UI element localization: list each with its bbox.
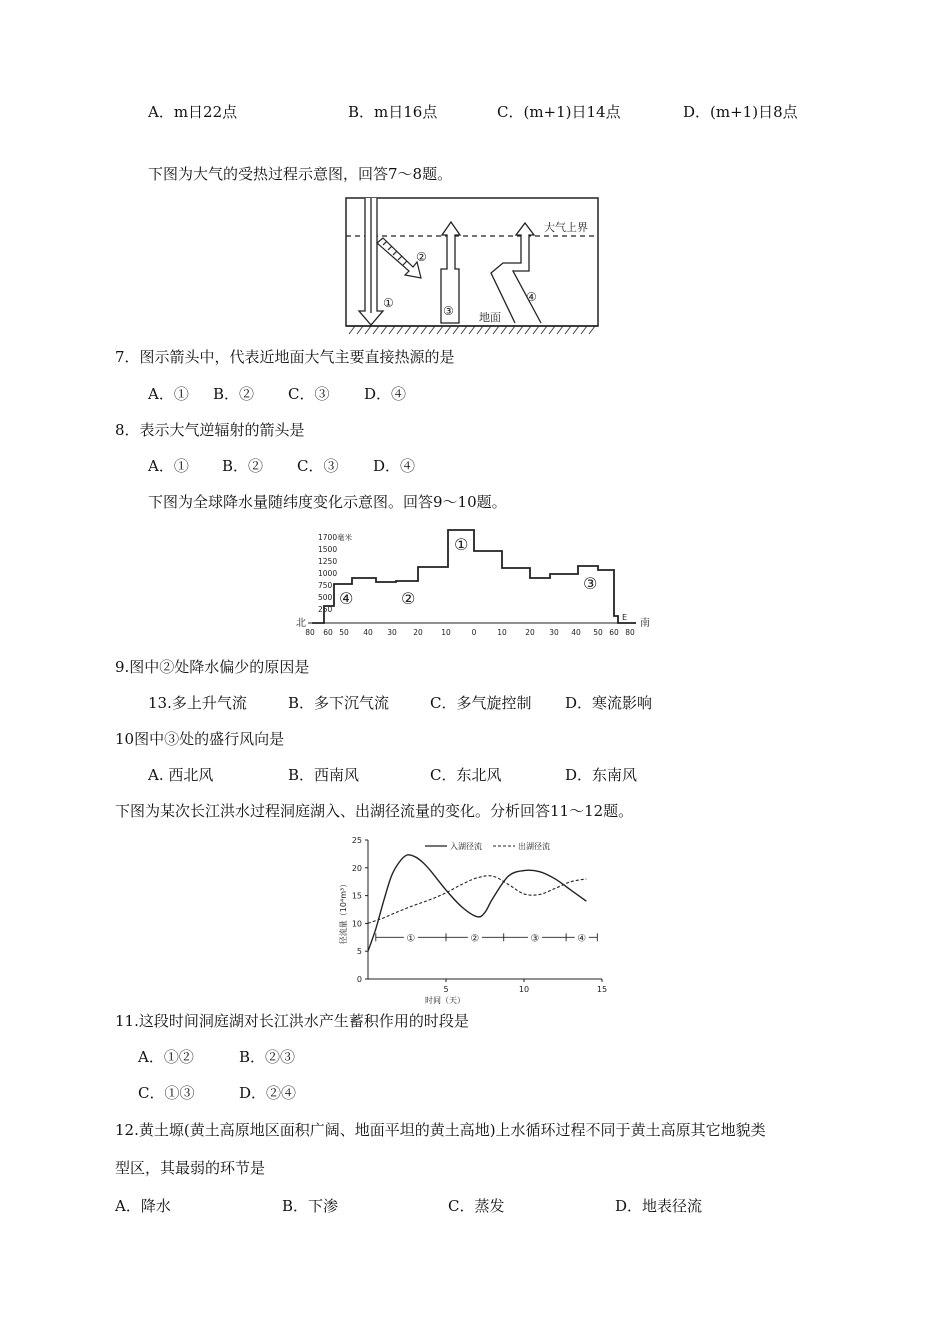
q11-option-c: C．①③ xyxy=(138,1084,195,1102)
y-tick-label: 20 xyxy=(351,863,362,873)
q8-option-c: C．③ xyxy=(297,457,339,475)
q8-option-d: D．④ xyxy=(373,457,416,475)
svg-text:20: 20 xyxy=(413,628,423,637)
label-2: ② xyxy=(416,250,427,264)
q6-option-d: D．(m+1)日8点 xyxy=(683,103,798,121)
atmosphere-heating-diagram xyxy=(343,195,601,341)
q9-option-c: C．多气旋控制 xyxy=(430,694,532,712)
q12-stem-line1: 12.黄土塬(黄土高原地区面积广阔、地面平坦的黄土高地)上水循环过程不同于黄土高原其它地貌类 xyxy=(115,1121,766,1139)
q11-option-a: A．①② xyxy=(138,1048,194,1066)
period-label: ② xyxy=(470,933,480,945)
svg-text:40: 40 xyxy=(571,628,581,637)
svg-text:250: 250 xyxy=(318,605,333,614)
q12-stem-line2: 型区，其最弱的环节是 xyxy=(115,1159,266,1177)
x-axis-label: 时间（天） xyxy=(425,996,465,1005)
precipitation-latitude-chart xyxy=(296,526,662,638)
q6-option-a: A．m日22点 xyxy=(148,103,238,121)
arrow-2-reflection xyxy=(377,238,421,278)
svg-text:750: 750 xyxy=(318,581,333,590)
legend-outflow: 出湖径流 xyxy=(518,842,550,851)
label-3: ③ xyxy=(443,304,454,318)
e-label: E xyxy=(622,613,628,622)
svg-text:1000: 1000 xyxy=(318,569,338,578)
y-tick-label: 5 xyxy=(356,947,362,957)
label-4: ④ xyxy=(526,290,537,304)
marker-2: ② xyxy=(401,589,416,608)
svg-text:40: 40 xyxy=(363,628,373,637)
intro-9-10: 下图为全球降水量随纬度变化示意图。回答9～10题。 xyxy=(148,493,507,511)
q10-option-d: D．东南风 xyxy=(565,766,638,784)
marker-1: ① xyxy=(454,535,469,554)
q12-option-a: A．降水 xyxy=(115,1197,171,1215)
q8-option-b: B．② xyxy=(222,457,264,475)
q11-stem: 11.这段时间洞庭湖对长江洪水产生蓄积作用的时段是 xyxy=(115,1012,469,1030)
q6-option-b: B．m日16点 xyxy=(348,103,438,121)
q7-stem: 7．图示箭头中，代表近地面大气主要直接热源的是 xyxy=(115,348,455,366)
svg-text:0: 0 xyxy=(471,628,477,637)
marker-3: ③ xyxy=(583,574,598,593)
svg-text:30: 30 xyxy=(387,628,397,637)
period-label: ① xyxy=(406,933,416,945)
q8-option-a: A．① xyxy=(148,457,189,475)
svg-text:10: 10 xyxy=(497,628,507,637)
x-tick-label: 15 xyxy=(596,985,608,994)
q6-option-c: C．(m+1)日14点 xyxy=(497,103,621,121)
svg-text:60: 60 xyxy=(323,628,333,637)
y-axis-label: 径流量（10⁴m³） xyxy=(339,879,348,945)
period-label: ③ xyxy=(530,933,540,945)
svg-text:20: 20 xyxy=(525,628,535,637)
svg-text:30: 30 xyxy=(549,628,559,637)
q8-stem: 8．表示大气逆辐射的箭头是 xyxy=(115,421,305,439)
q9-option-a: 13.多上升气流 xyxy=(148,694,247,712)
y-tick-label: 25 xyxy=(351,836,362,845)
svg-text:50: 50 xyxy=(339,628,349,637)
period-label: ④ xyxy=(577,933,587,945)
x-tick-label: 10 xyxy=(518,985,530,994)
q7-option-d: D．④ xyxy=(364,385,407,403)
y-tick-label: 10 xyxy=(351,919,362,929)
q10-stem: 10图中③处的盛行风向是 xyxy=(115,730,285,748)
q10-option-b: B．西南风 xyxy=(288,766,360,784)
svg-text:500: 500 xyxy=(318,593,333,602)
svg-text:10: 10 xyxy=(441,628,451,637)
q10-option-a: A. 西北风 xyxy=(148,766,214,784)
q12-option-c: C．蒸发 xyxy=(448,1197,505,1215)
svg-text:1250: 1250 xyxy=(318,557,338,566)
q9-option-b: B．多下沉气流 xyxy=(288,694,390,712)
q12-option-d: D．地表径流 xyxy=(615,1197,703,1215)
svg-text:60: 60 xyxy=(609,628,619,637)
q7-option-b: B．② xyxy=(213,385,255,403)
svg-text:1500: 1500 xyxy=(318,545,338,554)
q7-option-c: C．③ xyxy=(288,385,330,403)
q9-stem: 9.图中②处降水偏少的原因是 xyxy=(115,658,310,676)
intro-7-8: 下图为大气的受热过程示意图，回答7～8题。 xyxy=(148,165,453,183)
q7-option-a: A．① xyxy=(148,385,189,403)
arrow-1-solar-radiation xyxy=(359,198,383,325)
y-tick-label: 15 xyxy=(351,891,362,901)
label-1: ① xyxy=(383,296,394,310)
y-tick-label: 0 xyxy=(356,975,362,984)
ground-label: 地面 xyxy=(479,311,501,324)
atmosphere-top-label: 大气上界 xyxy=(544,221,588,234)
svg-text:80: 80 xyxy=(305,628,315,637)
marker-4: ④ xyxy=(339,589,354,608)
q11-option-d: D．②④ xyxy=(239,1084,297,1102)
svg-text:80: 80 xyxy=(625,628,635,637)
svg-text:50: 50 xyxy=(593,628,603,637)
runoff-line-chart xyxy=(332,832,612,1008)
north-label: 北 xyxy=(296,618,306,629)
q10-option-c: C．东北风 xyxy=(430,766,502,784)
south-label: 南 xyxy=(640,618,650,629)
intro-11-12: 下图为某次长江洪水过程洞庭湖入、出湖径流量的变化。分析回答11～12题。 xyxy=(115,802,634,820)
q9-option-d: D．寒流影响 xyxy=(565,694,653,712)
legend-inflow: 入湖径流 xyxy=(450,842,482,851)
x-tick-label: 5 xyxy=(443,985,449,994)
q12-option-b: B．下渗 xyxy=(282,1197,339,1215)
arrow-4-atmospheric-radiation xyxy=(491,223,541,323)
svg-text:1700毫米: 1700毫米 xyxy=(318,533,353,542)
q11-option-b: B．②③ xyxy=(239,1048,296,1066)
